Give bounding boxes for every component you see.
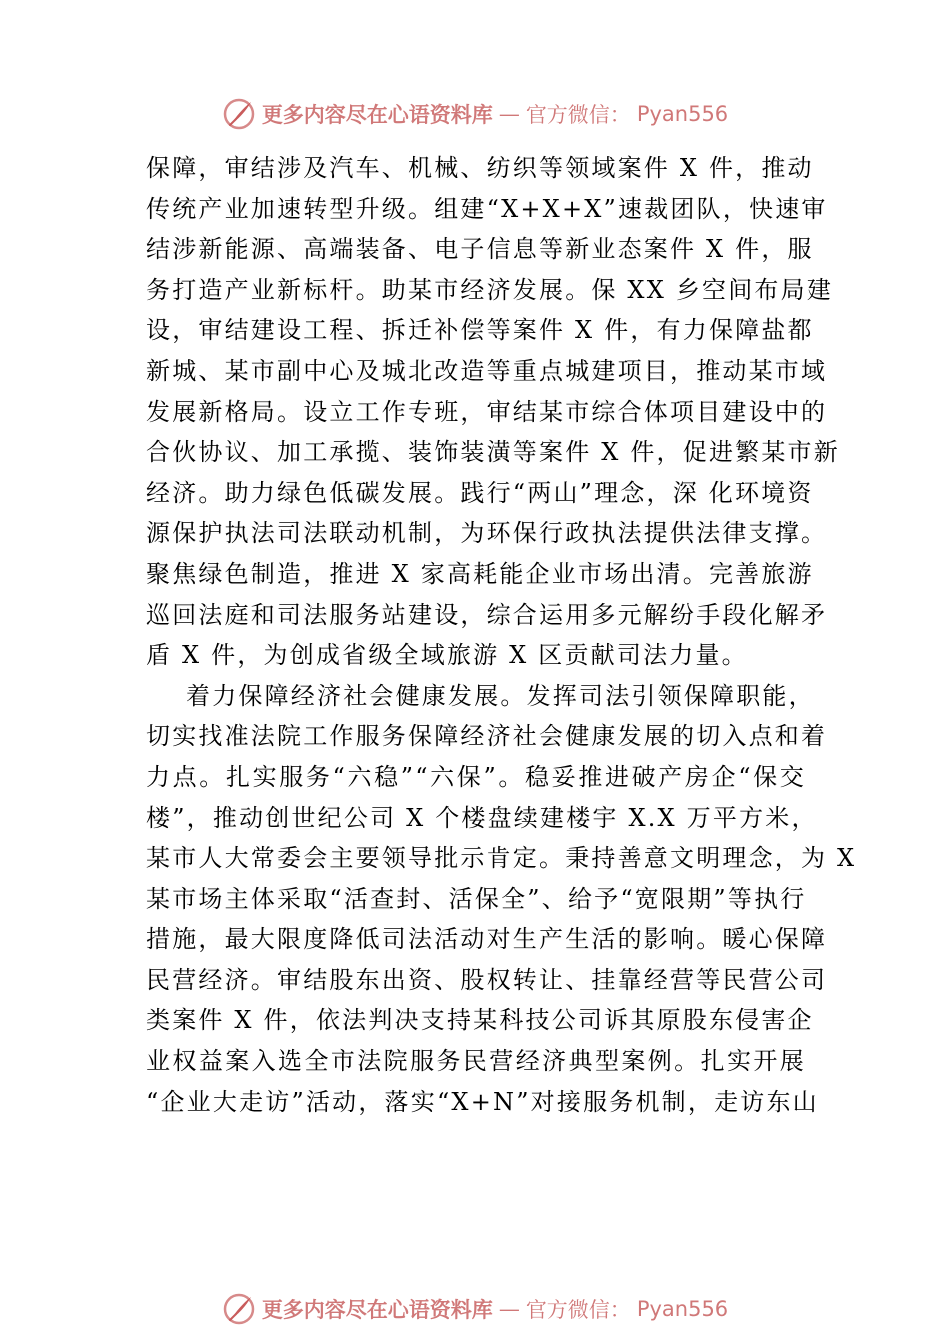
text-line: 措施，最大限度降低司法活动对生产生活的影响。暖心保障: [146, 925, 828, 954]
watermark-contact-label: 官方微信：: [525, 103, 631, 127]
text-line: 设，审结建设工程、拆迁补偿等案件 X 件，有力保障盐都: [146, 316, 814, 345]
text-line: 保障，审结涉及汽车、机械、纺织等领域案件 X 件，推动: [146, 154, 814, 182]
text-line: “企业大走访”活动，落实“X+N”对接服务机制，走访东山: [146, 1087, 819, 1116]
text-line: 切实找准法院工作服务保障经济社会健康发展的切入点和着: [146, 722, 828, 751]
text-line: 盾 X 件，为创成省级全域旅游 X 区贡献司法力量。: [146, 641, 748, 670]
text-line: 经济。助力绿色低碳发展。践行“两山”理念，深 化环境资: [146, 478, 814, 507]
watermark-contact-label: 官方微信：: [525, 1298, 631, 1322]
feather-logo-icon: [222, 1292, 256, 1326]
watermark-contact-id: Pyan556: [636, 1297, 729, 1321]
watermark-main-text: 更多内容尽在心语资料库: [261, 1297, 493, 1322]
text-line: 类案件 X 件，依法判决支持某科技公司诉其原股东侵害企: [146, 1006, 814, 1035]
footer-watermark: [0, 1289, 950, 1329]
text-line: 源保护执法司法联动机制，为环保行政执法提供法律支撑。: [146, 519, 828, 548]
text-line: 巡回法庭和司法服务站建设，综合运用多元解纷手段化解矛: [146, 600, 828, 629]
watermark-separator: —: [498, 1297, 520, 1321]
text-line: 合伙协议、加工承揽、装饰装潢等案件 X 件，促进繁某市新: [146, 438, 840, 467]
text-line: 发展新格局。设立工作专班，审结某市综合体项目建设中的: [146, 397, 828, 426]
watermark-separator: —: [498, 102, 520, 126]
text-line: 楼”，推动创世纪公司 X 个楼盘续建楼宇 X.X 万平方米，: [146, 803, 818, 832]
feather-logo-icon: [222, 97, 256, 131]
watermark-main-text: 更多内容尽在心语资料库: [261, 102, 493, 127]
text-line: 某市人大常委会主要领导批示肯定。秉持善意文明理念，为 X: [146, 844, 857, 873]
text-line: 力点。扎实服务“六稳”“六保”。稳妥推进破产房企“保交: [146, 762, 806, 791]
text-line: 结涉新能源、高端装备、电子信息等新业态案件 X 件，服: [146, 235, 814, 264]
text-line: 民营经济。审结股东出资、股权转让、挂靠经营等民营公司: [146, 965, 828, 994]
text-line: 新城、某市副中心及城北改造等重点城建项目，推动某市域: [146, 356, 828, 385]
text-line: 务打造产业新标杆。助某市经济发展。保 XX 乡空间布局建: [146, 275, 834, 304]
text-line: 某市场主体采取“活查封、活保全”、给予“宽限期”等执行: [146, 884, 807, 913]
body-text: [146, 148, 857, 1122]
text-line: 传统产业加速转型升级。组建“X+X+X”速裁团队，快速审: [146, 194, 828, 223]
header-watermark: [0, 94, 950, 134]
paragraph-2: [146, 676, 857, 1123]
text-line: 业权益案入选全市法院服务民营经济典型案例。扎实开展: [146, 1047, 806, 1076]
watermark-contact-id: Pyan556: [636, 102, 729, 126]
text-line: 聚焦绿色制造，推进 X 家高耗能企业市场出清。完善旅游: [146, 559, 814, 588]
text-line: 着力保障经济社会健康发展。发挥司法引领保障职能，: [186, 681, 815, 710]
paragraph-1: [146, 148, 840, 676]
